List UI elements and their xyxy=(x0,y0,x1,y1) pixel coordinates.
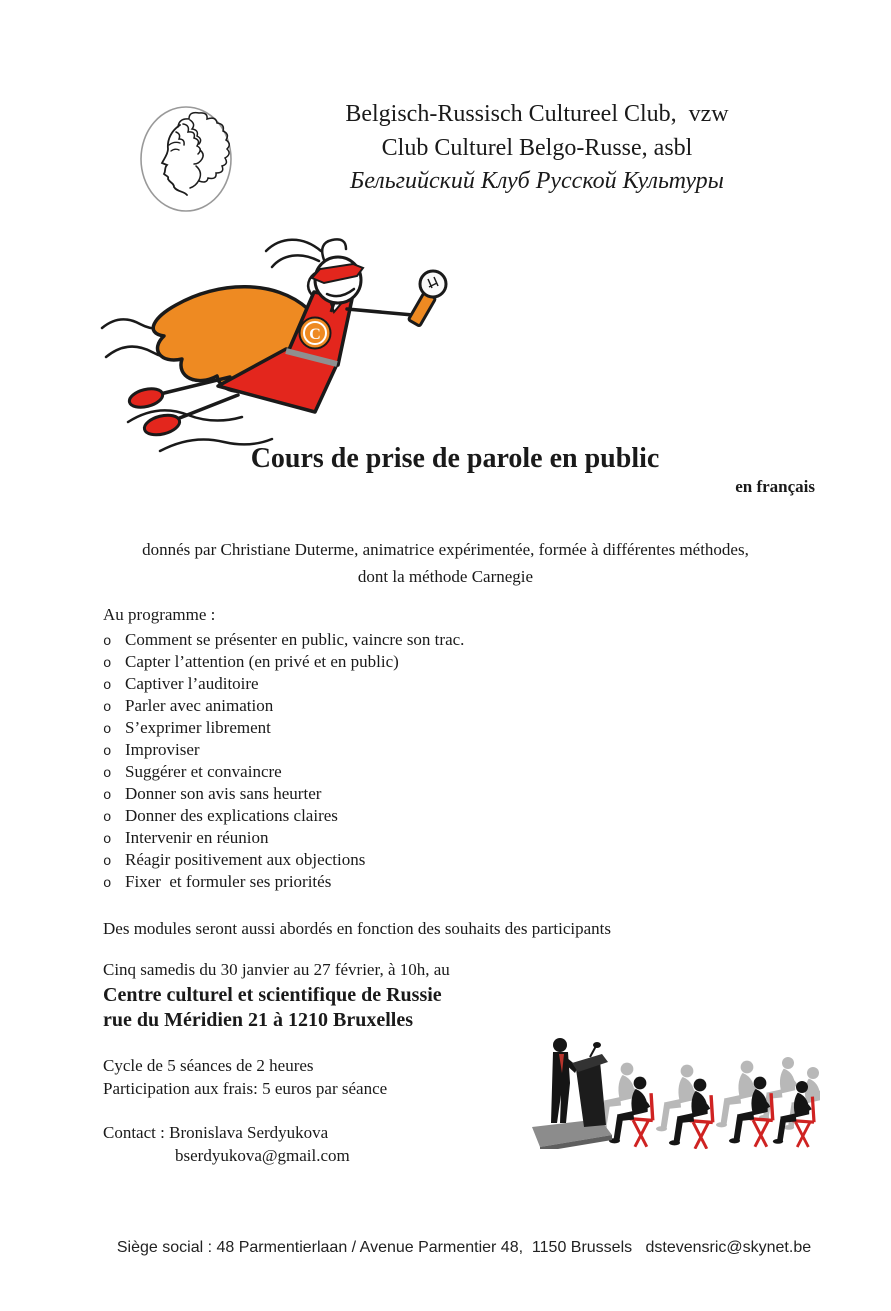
programme-item-text: Donner des explications claires xyxy=(125,806,338,825)
programme-item xyxy=(103,871,464,893)
arm xyxy=(347,309,413,315)
microphone-icon xyxy=(408,271,446,326)
bullet-icon: o xyxy=(103,678,112,694)
programme-item-text: Donner son avis sans heurter xyxy=(125,784,322,803)
programme-item-text: Improviser xyxy=(125,740,200,759)
podium-mic-stem xyxy=(590,1046,596,1057)
club-name-dutch: Belgisch-Russisch Cultureel Club, vzw xyxy=(345,101,729,127)
club-logo-pushkin-icon xyxy=(138,104,234,214)
programme-item-text: Réagir positivement aux objections xyxy=(125,850,366,869)
bullet-icon: o xyxy=(103,700,112,716)
programme-item-text: Captiver l’auditoire xyxy=(125,674,259,693)
club-name-russian: Бельгийский Клуб Русской Культуры xyxy=(350,168,724,194)
bullet-icon: o xyxy=(103,722,112,738)
programme-item xyxy=(103,739,464,761)
bullet-icon: o xyxy=(103,832,112,848)
course-details xyxy=(103,1055,387,1100)
programme-item xyxy=(103,651,464,673)
programme-item xyxy=(103,805,464,827)
bullet-icon: o xyxy=(103,634,112,650)
footer-address: Siège social : 48 Parmentierlaan / Avenue Parmentier 48, 1150 Brussels dstevensric@skynet.be xyxy=(116,1239,812,1256)
programme-item-text: Capter l’attention (en privé et en public) xyxy=(125,652,399,671)
intro-line2: dont la méthode Carnegie xyxy=(357,567,534,586)
programme-item-text: Fixer et formuler ses priorités xyxy=(125,872,332,891)
schedule-intro: Cinq samedis du 30 janvier au 27 février, à 10h, au xyxy=(103,960,450,979)
contact-block xyxy=(103,1122,350,1167)
header xyxy=(262,98,812,199)
bullet-icon: o xyxy=(103,788,112,804)
intro xyxy=(25,536,866,590)
language-note: en français xyxy=(735,477,815,496)
podium-mic-icon xyxy=(593,1042,601,1048)
bullet-icon: o xyxy=(103,876,112,892)
bullet-icon: o xyxy=(103,656,112,672)
contact-name: Contact : Bronislava Serdyukova xyxy=(103,1123,329,1142)
programme-item-text: Parler avec animation xyxy=(125,696,274,715)
bullet-icon: o xyxy=(103,766,112,782)
shoe xyxy=(127,386,164,411)
page-title: Cours de prise de parole en public xyxy=(250,443,660,474)
schedule-venue: Centre culturel et scientifique de Russie xyxy=(103,984,442,1006)
programme-item xyxy=(103,761,464,783)
programme-item-text: Intervenir en réunion xyxy=(125,828,269,847)
cycle-line: Cycle de 5 séances de 2 heures xyxy=(103,1056,314,1075)
shoe xyxy=(142,412,181,438)
chest-emblem-icon xyxy=(300,318,331,349)
programme-item xyxy=(103,629,464,651)
programme-item xyxy=(103,849,464,871)
bullet-icon: o xyxy=(103,744,112,760)
contact-email: bserdyukova@gmail.com xyxy=(175,1145,350,1165)
programme-item xyxy=(103,783,464,805)
programme-item-text: Suggérer et convaincre xyxy=(125,762,282,781)
programme-item-text: S’exprimer librement xyxy=(125,718,271,737)
programme-list xyxy=(103,629,464,893)
schedule-address: rue du Méridien 21 à 1210 Bruxelles xyxy=(103,1009,413,1031)
audience-illustration xyxy=(530,1033,820,1149)
superhero-illustration xyxy=(100,225,470,460)
fee-line: Participation aux frais: 5 euros par séance xyxy=(103,1078,388,1098)
svg-text:C: C xyxy=(309,326,321,343)
modules-note: Des modules seront aussi abordés en fonction des souhaits des participants xyxy=(103,919,612,938)
speaker-figure xyxy=(551,1038,608,1127)
intro-line1: donnés par Christiane Duterme, animatrice expérimentée, formée à différentes méthodes, xyxy=(142,540,749,559)
bullet-icon: o xyxy=(103,854,112,870)
programme-item xyxy=(103,673,464,695)
programme-item xyxy=(103,695,464,717)
programme-item xyxy=(103,827,464,849)
programme-heading: Au programme : xyxy=(103,605,216,624)
bullet-icon: o xyxy=(103,810,112,826)
club-name-french: Club Culturel Belgo-Russe, asbl xyxy=(381,134,693,161)
programme-item xyxy=(103,717,464,739)
programme-item-text: Comment se présenter en public, vaincre son trac. xyxy=(125,630,465,649)
